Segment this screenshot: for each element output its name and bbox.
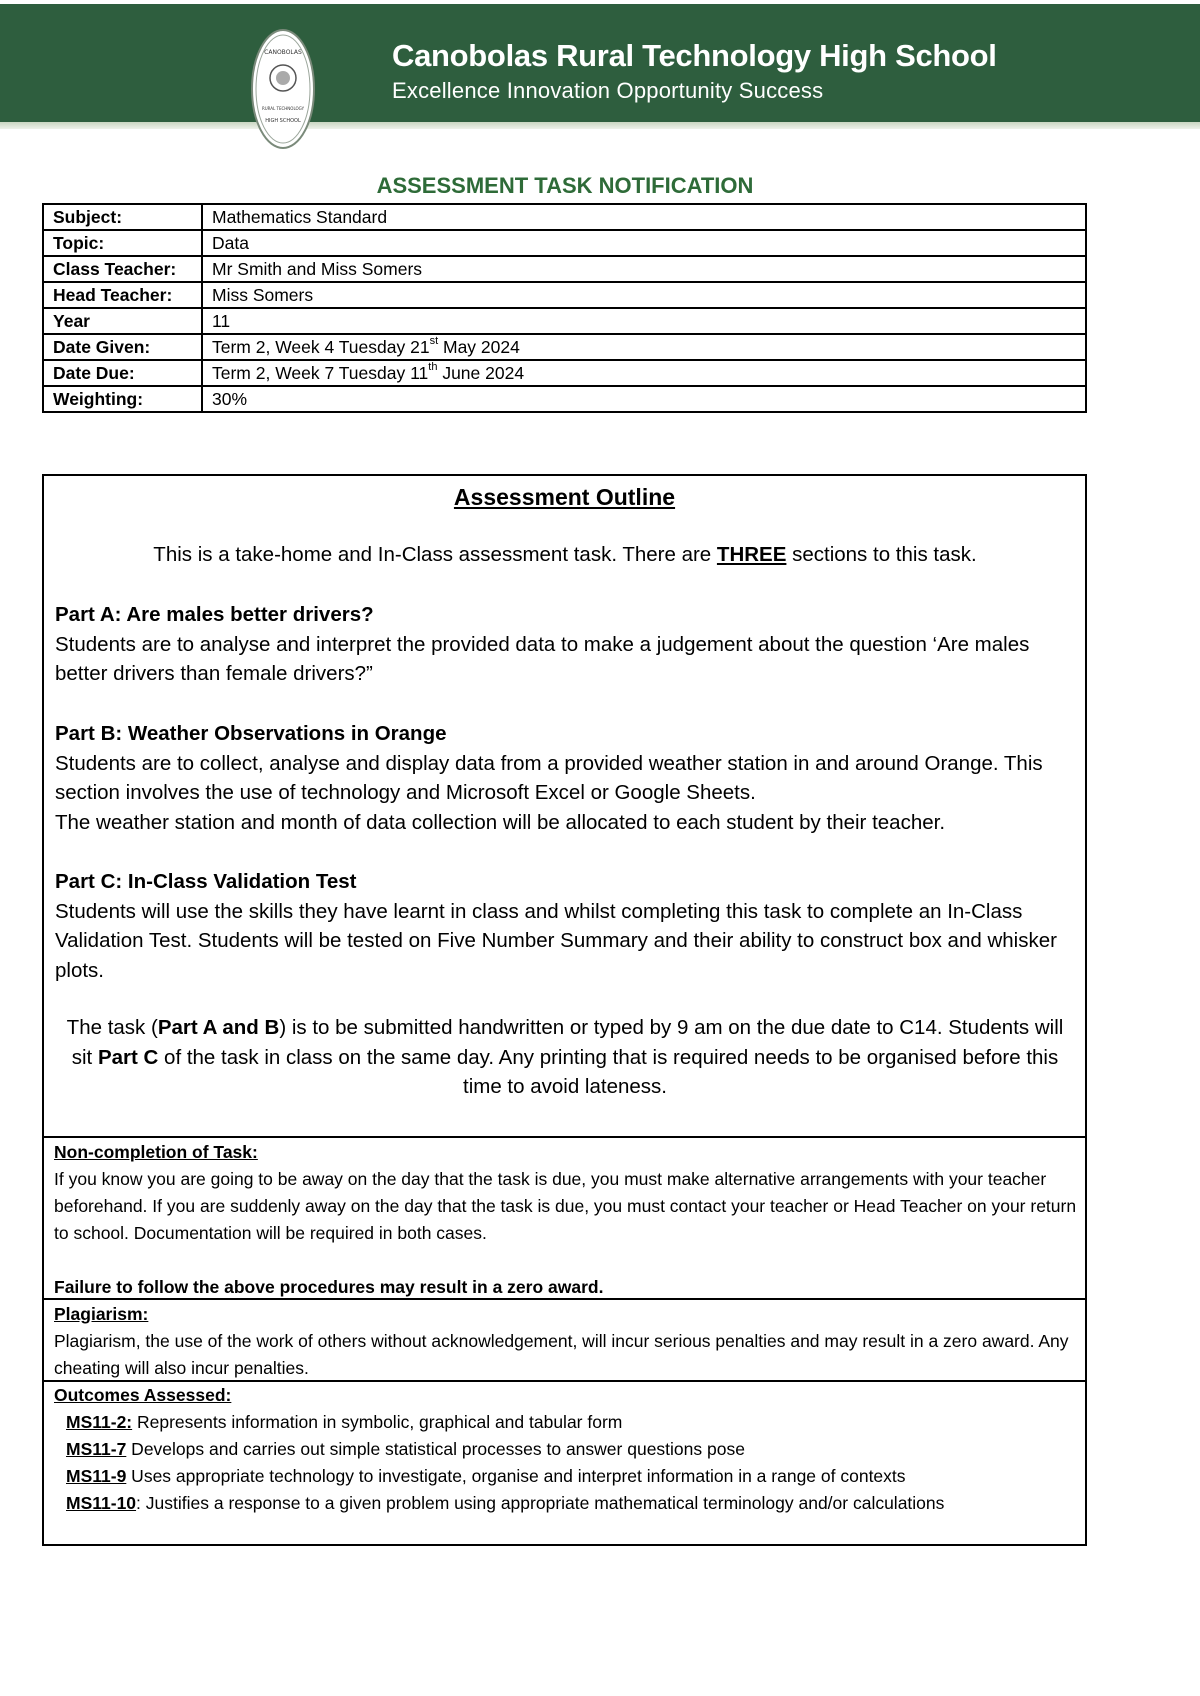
part-c-heading: Part C: In-Class Validation Test: [55, 870, 357, 893]
crest-text-top: CANOBOLAS: [264, 49, 302, 56]
outcomes-heading: Outcomes Assessed:: [54, 1385, 232, 1405]
outcome-code: MS11-7: [66, 1439, 127, 1459]
outline-title: Assessment Outline: [453, 484, 676, 510]
outcomes-section: [44, 1382, 1085, 1544]
part-a: [55, 600, 1075, 689]
detail-value: Mathematics Standard: [202, 204, 1086, 230]
part-a-body: Students are to analyse and interpret the provided data to make a judgement about the question ‘Are males better drivers than female drivers?”: [55, 632, 1030, 685]
outcomes-content: [54, 1382, 1079, 1517]
crest-text-bottom: HIGH SCHOOL: [265, 118, 301, 124]
part-b-body: Students are to collect, analyse and display data from a provided weather station in and around Orange. This section involves the use of technology and Microsoft Excel or Google Sheets.: [55, 751, 1043, 804]
non-completion-heading: Non-completion of Task:: [54, 1142, 258, 1162]
submission-part-c: Part C: [97, 1045, 159, 1069]
detail-label: Topic:: [43, 230, 202, 256]
detail-row-weighting: [43, 386, 1086, 412]
detail-label: Year: [43, 308, 202, 334]
date-given-rest: May 2024: [438, 337, 520, 357]
plagiarism-content: [54, 1301, 1079, 1382]
outcome-item: [54, 1436, 1079, 1463]
school-name: Canobolas Rural Technology High School: [392, 38, 997, 73]
non-completion-body: If you know you are going to be away on the day that the task is due, you must make alternative arrangements with your teacher beforehand. If you are suddenly away on the day that the task is due, you must contact your teacher or Head Teacher on your return to school. Documentation will be required in both cases.: [54, 1169, 1077, 1243]
detail-value: 11: [202, 308, 1086, 334]
submission-text-3: of the task in class on the same day. Any printing that is required needs to be organised before this time to avoid lateness.: [158, 1045, 1059, 1098]
school-motto: Excellence Innovation Opportunity Success: [392, 78, 824, 103]
submission-parts-ab: Part A and B: [157, 1016, 280, 1039]
detail-row-date-given: [43, 334, 1086, 360]
submission-text-1: The task (: [66, 1016, 158, 1039]
part-b-heading: Part B: Weather Observations in Orange: [55, 722, 447, 745]
detail-label: Subject:: [43, 204, 202, 230]
outcome-text: Represents information in symbolic, graphical and tabular form: [132, 1412, 623, 1432]
intro-text-end: sections to this task.: [786, 543, 977, 566]
outcome-item: [54, 1463, 1079, 1490]
part-a-heading: Part A: Are males better drivers?: [55, 603, 374, 626]
detail-value: Data: [202, 230, 1086, 256]
outcome-text: : Justifies a response to a given problem using appropriate mathematical terminology and/or calculations: [136, 1493, 945, 1513]
date-due-main: Term 2, Week 7 Tuesday 11: [212, 363, 429, 383]
detail-value: Miss Somers: [202, 282, 1086, 308]
outcome-code: MS11-2:: [66, 1412, 133, 1432]
outline-main-section: [44, 476, 1085, 1138]
outcome-code: MS11-10: [66, 1493, 137, 1513]
part-b-body-2: The weather station and month of data collection will be allocated to each student by their teacher.: [55, 810, 946, 834]
detail-row-class-teacher: [43, 256, 1086, 282]
submission-text-2: ) is to be submitted handwritten or typed by 9 am on the due date to C14. Students will sit: [71, 1016, 1064, 1069]
plagiarism-body: Plagiarism, the use of the work of others without acknowledgement, will incur serious penalties and may result in a zero award. Any cheating will also incur penalties.: [54, 1331, 1069, 1378]
detail-row-year: [43, 308, 1086, 334]
task-details-table: [42, 203, 1087, 413]
date-given-main: Term 2, Week 4 Tuesday 21: [212, 337, 430, 357]
intro-emphasis: THREE: [716, 543, 787, 566]
non-completion-section: [44, 1138, 1085, 1300]
detail-value: 30%: [202, 386, 1086, 412]
outcome-text: Develops and carries out simple statistical processes to answer questions pose: [126, 1439, 745, 1459]
date-due-suffix: th: [428, 361, 438, 374]
outcome-item: [54, 1490, 1079, 1517]
crest-text-mid: RURAL TECHNOLOGY: [261, 106, 305, 111]
detail-row-date-due: [43, 360, 1086, 386]
outcome-code: MS11-9: [66, 1466, 127, 1486]
assessment-outline-box: [42, 474, 1087, 1546]
detail-row-head-teacher: [43, 282, 1086, 308]
date-given-suffix: st: [429, 335, 439, 348]
outline-intro: [55, 540, 1075, 570]
detail-label: Date Due:: [43, 360, 202, 386]
detail-label: Head Teacher:: [43, 282, 202, 308]
detail-value: [202, 360, 1086, 386]
outcome-text: Uses appropriate technology to investigate, organise and interpret information in a range of contexts: [126, 1466, 906, 1486]
detail-label: Weighting:: [43, 386, 202, 412]
date-due-rest: June 2024: [437, 363, 525, 383]
spacer: [54, 1247, 1079, 1274]
intro-text: This is a take-home and In-Class assessment task. There are: [153, 543, 717, 566]
detail-row-subject: [43, 204, 1086, 230]
part-c-body: Students will use the skills they have learnt in class and whilst completing this task to complete an In-Class Validation Test. Students will be tested on Five Number Summary and their ability to construct box and whisker plots.: [55, 899, 1057, 982]
non-completion-warning: Failure to follow the above procedures may result in a zero award.: [54, 1277, 604, 1297]
plagiarism-heading: Plagiarism:: [54, 1304, 149, 1324]
part-c: [55, 867, 1075, 985]
notice-title: ASSESSMENT TASK NOTIFICATION: [376, 173, 754, 198]
detail-row-topic: [43, 230, 1086, 256]
plagiarism-section: [44, 1300, 1085, 1382]
detail-value: [202, 334, 1086, 360]
detail-label: Date Given:: [43, 334, 202, 360]
detail-label: Class Teacher:: [43, 256, 202, 282]
school-crest-logo: [250, 28, 316, 150]
header-stripe: [0, 122, 1200, 129]
part-b: [55, 719, 1075, 837]
submission-instructions: [55, 1013, 1075, 1102]
detail-value: Mr Smith and Miss Somers: [202, 256, 1086, 282]
non-completion-content: [54, 1139, 1079, 1301]
outcome-item: [54, 1409, 1079, 1436]
